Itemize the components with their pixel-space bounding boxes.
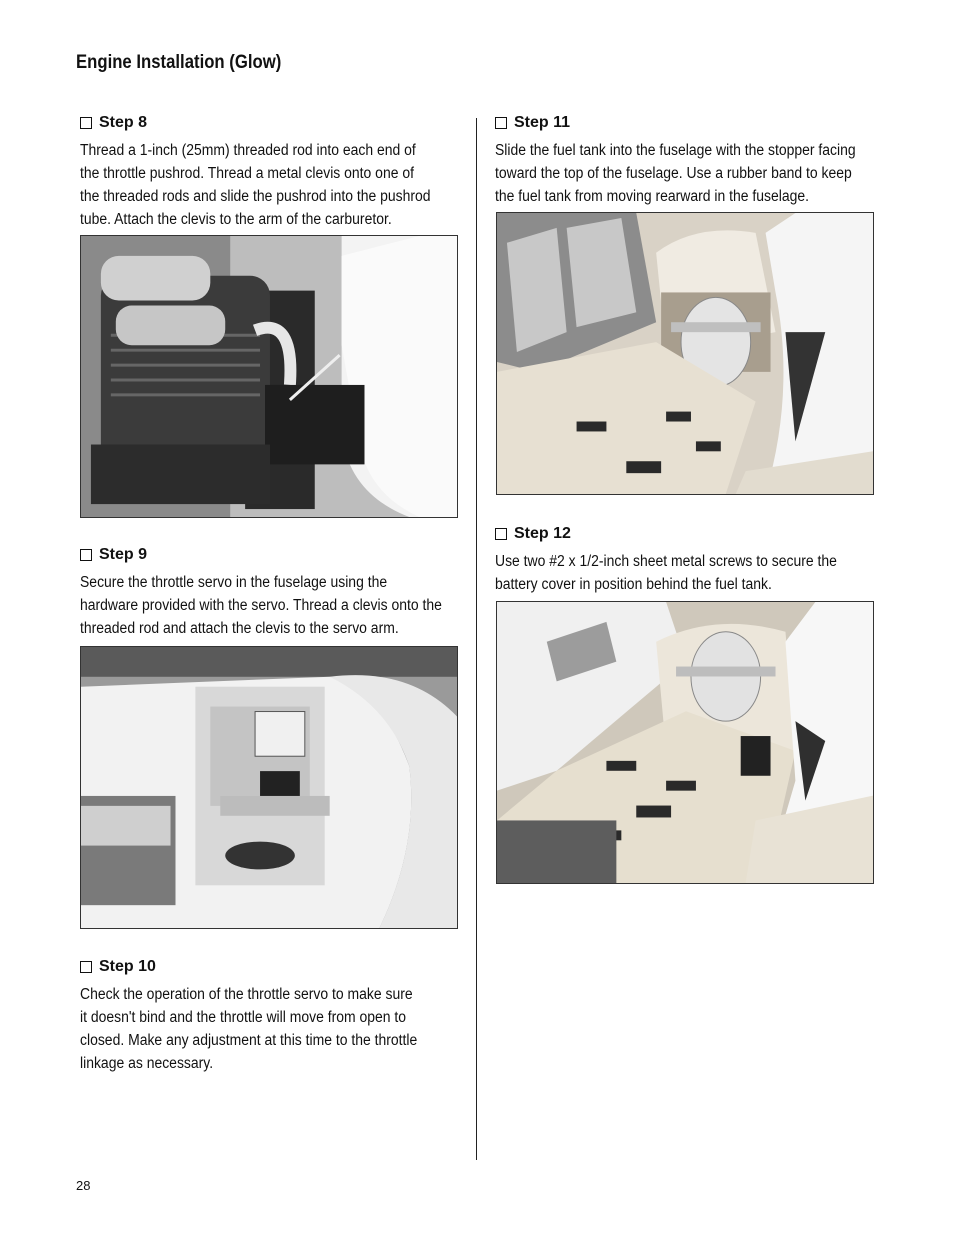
step-12-label: Step 12: [514, 525, 571, 542]
text-line: the throttle pushrod. Thread a metal clevis onto one of: [80, 165, 414, 182]
text-line: toward the top of the fuselage. Use a rubber band to keep: [495, 165, 852, 182]
step-10-text: [80, 983, 463, 1075]
step-8-text: [80, 139, 463, 231]
step-9-label: Step 9: [99, 546, 148, 563]
step-9: [80, 545, 525, 640]
step-8: [80, 113, 505, 231]
text-line: Slide the fuel tank into the fuselage with the stopper facing: [495, 142, 856, 159]
step-12-heading: [495, 524, 925, 544]
text-line: Check the operation of the throttle servo to make sure: [80, 986, 413, 1003]
step-12-text: [495, 550, 882, 596]
text-line: Use two #2 x 1/2-inch sheet metal screws to secure the: [495, 553, 837, 570]
text-line: the threaded rods and slide the pushrod into the pushrod: [80, 188, 431, 205]
engine-carburetor-photo: [80, 235, 458, 518]
step-10-label: Step 10: [99, 958, 156, 975]
checkbox-icon[interactable]: [80, 549, 92, 561]
text-line: Thread a 1-inch (25mm) threaded rod into each end of: [80, 142, 416, 159]
checkbox-icon[interactable]: [495, 528, 507, 540]
step-12: [495, 524, 925, 596]
text-line: the fuel tank from moving rearward in the fuselage.: [495, 188, 810, 205]
step-9-text: [80, 571, 481, 640]
step-10: [80, 957, 505, 1075]
text-line: linkage as necessary.: [80, 1055, 214, 1072]
step-10-heading: [80, 957, 505, 977]
fuel-tank-photo: [496, 212, 874, 495]
text-line: tube. Attach the clevis to the arm of the carburetor.: [80, 211, 392, 228]
step-11-text: [495, 139, 882, 208]
page-number: 28: [76, 1178, 91, 1193]
step-8-heading: [80, 113, 505, 133]
checkbox-icon[interactable]: [80, 961, 92, 973]
text-line: threaded rod and attach the clevis to the servo arm.: [80, 620, 399, 637]
checkbox-icon[interactable]: [495, 117, 507, 129]
page-title: Engine Installation (Glow): [76, 52, 282, 73]
text-line: closed. Make any adjustment at this time to the throttle: [80, 1032, 418, 1049]
step-9-heading: [80, 545, 525, 565]
throttle-servo-photo: [80, 646, 458, 929]
step-11: [495, 113, 925, 208]
checkbox-icon[interactable]: [80, 117, 92, 129]
text-line: hardware provided with the servo. Thread a clevis onto the: [80, 597, 442, 614]
battery-cover-photo: [496, 601, 874, 884]
text-line: battery cover in position behind the fuel tank.: [495, 576, 772, 593]
step-11-heading: [495, 113, 925, 133]
step-8-label: Step 8: [99, 114, 148, 131]
text-line: Secure the throttle servo in the fuselage using the: [80, 574, 388, 591]
text-line: it doesn't bind and the throttle will move from open to: [80, 1009, 407, 1026]
step-11-label: Step 11: [514, 114, 571, 131]
